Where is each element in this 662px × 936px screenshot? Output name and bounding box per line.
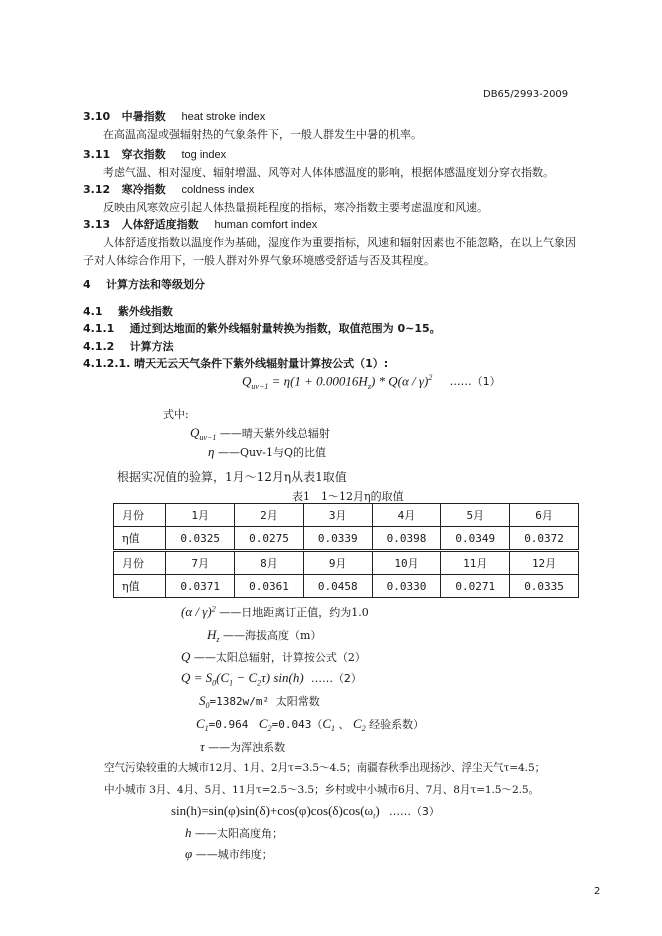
section-title: 紫外线指数 bbox=[117, 305, 173, 318]
def-symbol: τ bbox=[200, 739, 205, 754]
section-title-en: coldness index bbox=[181, 184, 255, 196]
formula-3-tag: ……（3） bbox=[388, 805, 440, 818]
eta-table bbox=[113, 503, 579, 598]
section-3-11-heading bbox=[83, 146, 226, 162]
formula-2-c2-sub: 2 bbox=[257, 678, 262, 688]
formula-1 bbox=[242, 373, 501, 391]
formula-2-s0-sub: 0 bbox=[212, 678, 217, 688]
eta-cell: 0.0349 bbox=[441, 527, 510, 551]
def-note-sub: 1 bbox=[331, 724, 336, 734]
section-4-1-heading bbox=[83, 303, 173, 319]
row-label-eta: η值 bbox=[114, 575, 166, 598]
def-desc: ——Quv-1与Q的比值 bbox=[217, 446, 327, 459]
formula-1-lhs-sub: uv−1 bbox=[251, 381, 269, 391]
formula-1-rhs-sub: z bbox=[367, 381, 371, 391]
def-symbol-sub: uv−1 bbox=[199, 433, 217, 443]
formula-2 bbox=[181, 670, 362, 688]
month-cell: 3月 bbox=[303, 504, 372, 527]
table-row bbox=[114, 527, 579, 551]
def-symbol-sub: 2 bbox=[267, 724, 272, 734]
section-3-13-heading bbox=[83, 216, 317, 232]
formula-2-part: − C bbox=[233, 670, 258, 685]
formula-2-c1-sub: 1 bbox=[229, 678, 234, 688]
chapter-number: 4 bbox=[83, 278, 91, 291]
section-4-1-2-heading bbox=[83, 338, 174, 354]
def-h bbox=[185, 825, 283, 841]
def-desc: ——太阳总辐射，计算按公式（2） bbox=[193, 651, 366, 664]
def-desc: ——城市纬度； bbox=[195, 848, 273, 861]
doc-id: DB65/2993-2009 bbox=[483, 89, 569, 100]
section-number: 4.1.2 bbox=[83, 340, 115, 353]
month-cell: 11月 bbox=[441, 551, 510, 575]
def-quv bbox=[190, 425, 330, 442]
def-symbol: η bbox=[208, 444, 215, 459]
formula-2-tag: ……（2） bbox=[310, 672, 362, 685]
section-number: 3.12 bbox=[83, 183, 111, 196]
section-3-12-text: 反映由风寒效应引起人体热量损耗程度的指标，寒冷指数主要考虑温度和风速。 bbox=[103, 201, 488, 214]
def-s0 bbox=[199, 693, 320, 710]
eta-cell: 0.0271 bbox=[441, 575, 510, 598]
section-text: 通过到达地面的紫外线辐射量转换为指数，取值范围为 0~15。 bbox=[129, 322, 441, 335]
formula-1-rhs2: ) * Q(α / γ) bbox=[370, 373, 429, 389]
def-desc: ——晴天紫外线总辐射 bbox=[219, 427, 330, 440]
section-title-en: heat stroke index bbox=[181, 111, 266, 123]
eta-cell: 0.0339 bbox=[303, 527, 372, 551]
def-phi bbox=[185, 846, 273, 862]
def-q bbox=[181, 649, 366, 665]
formula-3-sub: t bbox=[373, 811, 376, 821]
def-symbol: (α / γ) bbox=[181, 604, 212, 619]
def-value: =0.964 bbox=[208, 718, 249, 731]
month-cell: 6月 bbox=[510, 504, 579, 527]
def-symbol: Q bbox=[181, 649, 191, 664]
table-row bbox=[114, 551, 579, 575]
formula-2-part: (C bbox=[216, 670, 230, 685]
row-label-eta: η值 bbox=[114, 527, 166, 551]
def-desc: ——海拔高度（m） bbox=[223, 629, 322, 642]
section-title: 寒冷指数 bbox=[121, 183, 166, 196]
table-caption: 表1 1～12月η的取值 bbox=[292, 490, 404, 503]
def-symbol: C bbox=[258, 716, 268, 731]
def-c1-c2 bbox=[196, 716, 424, 733]
row-label-month: 月份 bbox=[114, 504, 166, 527]
section-number: 3.11 bbox=[83, 148, 111, 161]
section-number: 4.1.1 bbox=[83, 322, 115, 335]
where-label: 式中: bbox=[163, 408, 189, 421]
eta-cell: 0.0372 bbox=[510, 527, 579, 551]
def-note-sep: 、 bbox=[335, 718, 350, 731]
formula-1-exp: 2 bbox=[428, 373, 433, 382]
section-3-10-text: 在高温高湿或强辐射热的气象条件下，一般人群发生中暑的机率。 bbox=[103, 128, 422, 141]
pollution-text-1: 空气污染较重的大城市12月、1月、2月τ=3.5～4.5；南疆春秋季出现扬沙、浮尘天气τ=4.5； bbox=[104, 762, 546, 774]
def-eta bbox=[208, 444, 326, 460]
formula-3-end: ) bbox=[375, 803, 380, 818]
section-title: 中暑指数 bbox=[121, 110, 166, 123]
section-4-1-1 bbox=[83, 320, 441, 336]
month-cell: 8月 bbox=[235, 551, 304, 575]
month-cell: 7月 bbox=[166, 551, 235, 575]
month-cell: 12月 bbox=[510, 551, 579, 575]
def-tau bbox=[200, 739, 285, 755]
def-symbol-sub: 1 bbox=[204, 724, 209, 734]
section-3-11-text: 考虑气温、相对湿度、辐射增温、风等对人体体感温度的影响，根据体感温度划分穿衣指数。 bbox=[103, 166, 554, 179]
month-cell: 1月 bbox=[166, 504, 235, 527]
month-cell: 2月 bbox=[235, 504, 304, 527]
def-symbol: Q bbox=[190, 425, 200, 440]
def-note-end: 经验系数） bbox=[365, 718, 425, 731]
eta-cell: 0.0361 bbox=[235, 575, 304, 598]
month-cell: 5月 bbox=[441, 504, 510, 527]
eta-cell: 0.0398 bbox=[372, 527, 441, 551]
formula-1-tag: ……（1） bbox=[449, 375, 501, 389]
section-title: 人体舒适度指数 bbox=[121, 218, 199, 231]
formula-2-part: Q = S bbox=[181, 670, 213, 685]
def-symbol-exp: 2 bbox=[211, 604, 216, 614]
def-alpha-gamma bbox=[181, 604, 369, 620]
eta-cell: 0.0458 bbox=[303, 575, 372, 598]
def-symbol: C bbox=[196, 716, 205, 731]
formula-3-text: sin(h)=sin(φ)sin(δ)+cos(φ)cos(δ)cos(ω bbox=[171, 803, 374, 818]
def-desc: ——太阳高度角； bbox=[195, 827, 283, 840]
section-4-1-2-1: 4.1.2.1. 晴天无云天气条件下紫外线辐射量计算按公式（1）: bbox=[83, 357, 389, 370]
formula-2-part: τ) sin(h) bbox=[261, 670, 304, 685]
month-cell: 10月 bbox=[372, 551, 441, 575]
section-title-en: tog index bbox=[181, 149, 227, 161]
def-desc: =1382w/m² 太阳常数 bbox=[209, 695, 320, 708]
section-title: 穿衣指数 bbox=[121, 148, 166, 161]
month-cell: 4月 bbox=[372, 504, 441, 527]
chapter-title: 计算方法和等级划分 bbox=[105, 278, 205, 291]
section-3-13-text: 人体舒适度指数以温度作为基础，湿度作为重要指标，风速和辐射因素也不能忽略，在以上气象因子对人体综合作用下，一般人群对外界气象环境感受舒适与否及其程度。 bbox=[83, 236, 576, 267]
def-symbol-sub: 0 bbox=[205, 701, 210, 711]
def-note-symbol: C bbox=[353, 716, 362, 731]
formula-1-lhs: Q bbox=[242, 373, 252, 389]
section-number: 3.10 bbox=[83, 110, 111, 123]
formula-3 bbox=[171, 803, 440, 821]
section-number: 4.1 bbox=[83, 305, 103, 318]
eta-cell: 0.0371 bbox=[166, 575, 235, 598]
def-desc: ——为浑浊系数 bbox=[208, 741, 286, 754]
table-row bbox=[114, 504, 579, 527]
page-number: 2 bbox=[594, 886, 601, 897]
def-note-symbol: C bbox=[322, 716, 332, 731]
def-hz bbox=[207, 627, 321, 644]
def-value: =0.043（ bbox=[271, 718, 323, 731]
section-title: 计算方法 bbox=[129, 340, 174, 353]
eta-cell: 0.0330 bbox=[372, 575, 441, 598]
def-desc: ——日地距离订正值，约为1.0 bbox=[219, 606, 369, 619]
formula-1-rhs: = η(1 + 0.00016H bbox=[271, 373, 368, 389]
def-note-sub: 2 bbox=[361, 724, 366, 734]
section-3-12-heading bbox=[83, 181, 254, 197]
def-symbol: φ bbox=[185, 846, 193, 861]
section-3-10-heading bbox=[83, 108, 265, 124]
section-title-en: human comfort index bbox=[214, 219, 318, 231]
table-intro: 根据实况值的验算，1月～12月η从表1取值 bbox=[117, 470, 347, 484]
row-label-month: 月份 bbox=[114, 551, 166, 575]
pollution-text-2: 中小城市 3月、4月、5月、11月τ=2.5～3.5；乡村或中小城市6月、7月、8月τ=1.5～2.5。 bbox=[104, 784, 539, 796]
eta-cell: 0.0275 bbox=[235, 527, 304, 551]
def-symbol: H bbox=[207, 627, 217, 642]
def-symbol-sub: z bbox=[216, 635, 220, 645]
eta-cell: 0.0335 bbox=[510, 575, 579, 598]
table-row bbox=[114, 575, 579, 598]
section-number: 3.13 bbox=[83, 218, 111, 231]
chapter-4-heading bbox=[83, 276, 205, 292]
month-cell: 9月 bbox=[303, 551, 372, 575]
eta-cell: 0.0325 bbox=[166, 527, 235, 551]
def-symbol: h bbox=[185, 825, 192, 840]
def-symbol: S bbox=[199, 693, 206, 708]
